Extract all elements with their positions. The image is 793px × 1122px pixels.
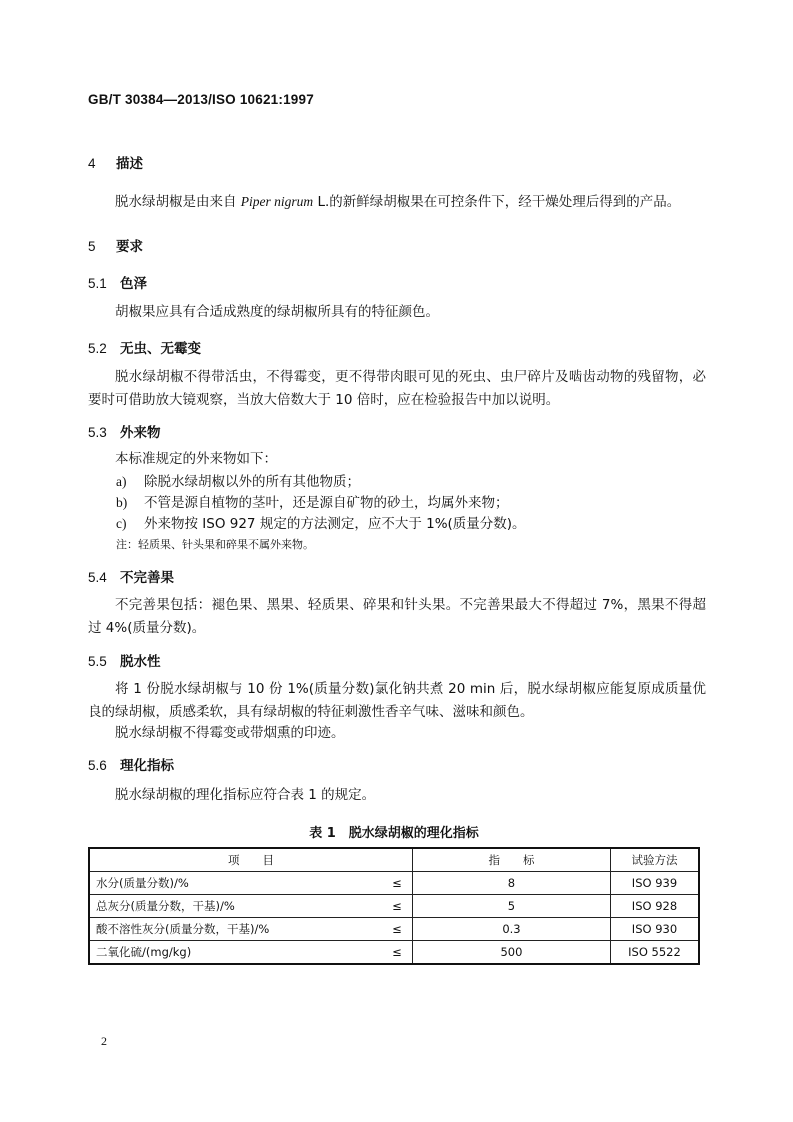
section-title: 要求 [116, 239, 143, 255]
species-name: Piper nigrum [240, 194, 314, 209]
table-row [89, 872, 699, 895]
section-4-heading [88, 152, 143, 172]
row-method: ISO 939 [610, 872, 699, 895]
row-method: ISO 928 [610, 895, 699, 918]
list-item [116, 492, 526, 513]
list-item [116, 513, 526, 534]
section-5-5-text-2: 脱水绿胡椒不得霉变或带烟熏的印迹。 [115, 725, 345, 741]
header-method: 试验方法 [610, 848, 699, 872]
section-number: 5 [88, 239, 96, 254]
table-header-row [89, 848, 699, 872]
section-title: 不完善果 [120, 570, 174, 586]
row-symbol: ≤ [382, 918, 413, 941]
header-item: 项 目 [89, 848, 412, 872]
text-part: 脱水绿胡椒是由来自 [115, 194, 241, 210]
section-5-2-text: 脱水绿胡椒不得带活虫，不得霉变，更不得带肉眼可见的死虫、虫尸碎片及啮齿动物的残留物，必要时可借助放大镜观察，当放大倍数大于 10 倍时，应在检验报告中加以说明。 [88, 369, 706, 408]
row-method: ISO 930 [610, 918, 699, 941]
section-title: 脱水性 [120, 654, 161, 670]
section-5-3-intro: 本标准规定的外来物如下： [115, 451, 277, 467]
row-value: 8 [412, 872, 610, 895]
section-title: 无虫、无霉变 [120, 341, 201, 357]
physicochemical-table [88, 847, 700, 965]
row-symbol: ≤ [382, 941, 413, 965]
table-row [89, 941, 699, 965]
row-value: 500 [412, 941, 610, 965]
list-text: 除脱水绿胡椒以外的所有其他物质； [144, 474, 360, 490]
section-number: 5.4 [88, 570, 107, 585]
section-5-5-text-1: 将 1 份脱水绿胡椒与 10 份 1%(质量分数)氯化钠共煮 20 min 后，脱水绿胡椒应能复原成质量优良的绿胡椒，质感柔软，具有绿胡椒的特征刺激性香辛气味、滋味和颜色。 [88, 681, 706, 720]
section-5-6-text: 脱水绿胡椒的理化指标应符合表 1 的规定。 [115, 787, 376, 803]
row-item: 酸不溶性灰分(质量分数，干基)/% [89, 918, 382, 941]
section-5-4-heading [88, 566, 174, 586]
section-number: 5.5 [88, 654, 107, 669]
section-5-4-text: 不完善果包括：褪色果、黑果、轻质果、碎果和针头果。不完善果最大不得超过 7%，黑果不得超过 4%(质量分数)。 [88, 597, 706, 636]
row-method: ISO 5522 [610, 941, 699, 965]
section-5-6-heading [88, 754, 174, 774]
section-5-1-text: 胡椒果应具有合适成熟度的绿胡椒所具有的特征颜色。 [115, 304, 439, 320]
section-title: 理化指标 [120, 758, 174, 774]
section-5-heading [88, 235, 143, 255]
section-title: 色泽 [120, 276, 147, 292]
section-number: 5.6 [88, 758, 107, 773]
table-row [89, 918, 699, 941]
row-symbol: ≤ [382, 895, 413, 918]
section-number: 4 [88, 156, 96, 171]
section-5-3-heading [88, 421, 161, 441]
table-row [89, 895, 699, 918]
row-item: 二氧化硫/(mg/kg) [89, 941, 382, 965]
section-5-5-heading [88, 650, 161, 670]
row-item: 总灰分(质量分数，干基)/% [89, 895, 382, 918]
section-5-2-heading [88, 337, 201, 357]
section-4-text [88, 190, 706, 214]
row-value: 0.3 [412, 918, 610, 941]
text-part: L.的新鲜绿胡椒果在可控条件下，经干燥处理后得到的产品。 [313, 194, 681, 210]
foreign-matter-list [116, 471, 526, 534]
list-label: b) [116, 495, 128, 510]
section-title: 描述 [116, 156, 143, 172]
table-caption: 表 1 脱水绿胡椒的理化指标 [309, 826, 479, 841]
header-value: 指 标 [412, 848, 610, 872]
list-text: 外来物按 ISO 927 规定的方法测定，应不大于 1%(质量分数)。 [144, 516, 526, 532]
list-label: c) [116, 516, 127, 531]
list-label: a) [116, 474, 127, 489]
document-header: GB/T 30384—2013/ISO 10621:1997 [88, 92, 314, 107]
section-number: 5.1 [88, 276, 107, 291]
section-5-3-note: 注：轻质果、针头果和碎果不属外来物。 [116, 538, 314, 551]
section-5-1-heading [88, 272, 147, 292]
row-value: 5 [412, 895, 610, 918]
section-number: 5.2 [88, 341, 107, 356]
list-text: 不管是源自植物的茎叶，还是源自矿物的砂土，均属外来物； [144, 495, 509, 511]
row-item: 水分(质量分数)/% [89, 872, 382, 895]
page-number: 2 [101, 1034, 107, 1048]
list-item [116, 471, 526, 492]
section-number: 5.3 [88, 425, 107, 440]
row-symbol: ≤ [382, 872, 413, 895]
section-title: 外来物 [120, 425, 161, 441]
